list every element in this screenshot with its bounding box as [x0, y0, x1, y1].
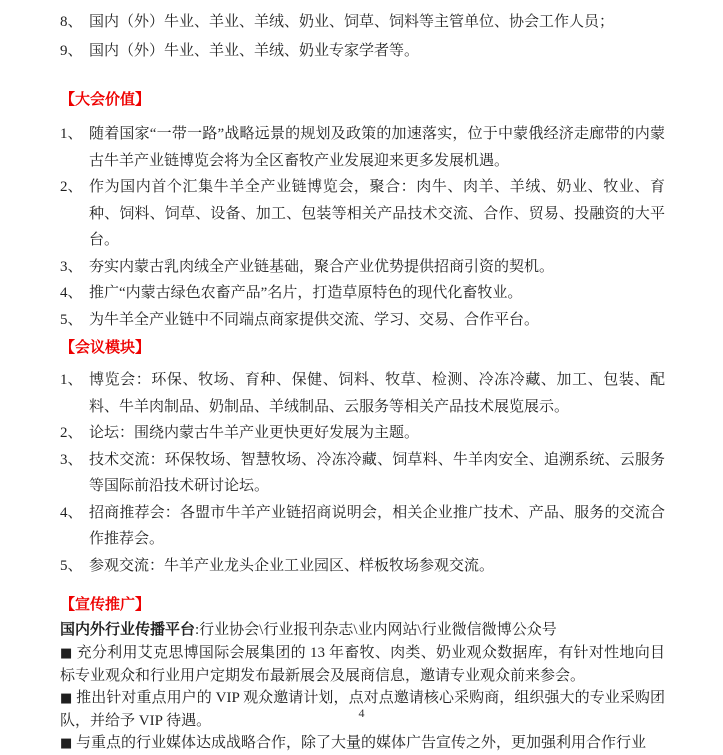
- paragraph-text: 与重点的行业媒体达成战略合作，除了大量的媒体广告宣传之外，更加强利用合作行业: [72, 735, 647, 751]
- list-marker: 3、: [60, 258, 83, 275]
- list-text: 参观交流：牛羊产业龙头企业工业园区、样板牧场参观交流。: [89, 557, 495, 574]
- square-bullet-icon: ■: [60, 691, 73, 706]
- list-marker: 9、: [60, 43, 83, 59]
- list-marker: 8、: [60, 14, 83, 30]
- list-item: [60, 420, 665, 447]
- paragraph-text: 推出针对重点用户的 VIP 观众邀请计划，点对点邀请核心采购商，组织强大的专业采购团队，并给予 VIP 待遇。: [60, 690, 665, 729]
- list-marker: 2、: [60, 425, 83, 441]
- list-text: 招商推荐会：各盟市牛羊产业链招商说明会，相关企业推广技术、产品、服务的交流合作推荐会。: [89, 504, 665, 547]
- list-text: 夯实内蒙古乳肉绒全产业链基础，聚合产业优势提供招商引资的契机。: [89, 258, 555, 275]
- list-marker: 4、: [60, 504, 83, 521]
- list-item: [60, 174, 665, 254]
- list-text: 技术交流：环保牧场、智慧牧场、冷冻冷藏、饲草料、牛羊肉安全、追溯系统、云服务等国际前沿技术研讨论坛。: [89, 451, 665, 494]
- page-number: 4: [358, 706, 365, 720]
- section-heading: 【宣传推广】: [60, 597, 151, 613]
- list-marker: 4、: [60, 285, 83, 301]
- list-text: 国内（外）牛业、羊业、羊绒、奶业、饲草、饲料等主管单位、协会工作人员；: [89, 14, 615, 30]
- list-item: [60, 280, 665, 307]
- section-promotion: [60, 596, 665, 755]
- list-item: [60, 447, 665, 500]
- list-marker: 3、: [60, 451, 83, 468]
- list-marker: 5、: [60, 557, 83, 574]
- platform-label: 国内外行业传播平台: [60, 622, 196, 638]
- section-heading: 【大会价值】: [60, 92, 151, 108]
- list-item: [60, 121, 665, 174]
- list-text: 作为国内首个汇集牛羊全产业链博览会，聚合：肉牛、肉羊、羊绒、奶业、牧业、育种、饲料、饲草、设备、加工、包装等相关产品技术交流、合作、贸易、投融资的大平台。: [89, 179, 665, 248]
- list-text: 随着国家“一带一路”战略远景的规划及政策的加速落实，位于中蒙俄经济走廊带的内蒙古牛羊产业链博览会将为全区畜牧产业发展迎来更多发展机遇。: [89, 126, 665, 169]
- platform-channels: :行业协会\行业报刊杂志\业内网站\行业微信微博公众号: [195, 622, 557, 638]
- list-item: [60, 367, 665, 420]
- list-marker: 1、: [60, 372, 83, 388]
- list-item: [60, 500, 665, 553]
- square-bullet-icon: ■: [60, 736, 73, 751]
- promotion-paragraph: [60, 642, 665, 687]
- list-text: 为牛羊全产业链中不同端点商家提供交流、学习、交易、合作平台。: [89, 311, 540, 328]
- list-item: [60, 254, 665, 281]
- promotion-paragraph: [60, 732, 665, 755]
- section-heading: 【会议模块】: [60, 340, 151, 356]
- section-conference-modules: [60, 339, 665, 579]
- list-item: [60, 307, 665, 334]
- list-text: 推广“内蒙古绿色农畜产品”名片，打造草原特色的现代化畜牧业。: [89, 285, 523, 301]
- list-marker: 2、: [60, 179, 83, 195]
- square-bullet-icon: ■: [60, 646, 73, 661]
- list-text: 国内（外）牛业、羊业、羊绒、奶业专家学者等。: [89, 43, 420, 59]
- attendee-list: [60, 8, 665, 66]
- list-text: 论坛：围绕内蒙古牛羊产业更快更好发展为主题。: [89, 425, 420, 441]
- section-conference-value: [60, 91, 665, 333]
- list-marker: 1、: [60, 126, 83, 142]
- promotion-platform-line: [60, 619, 665, 642]
- list-marker: 5、: [60, 311, 83, 328]
- list-item: [60, 553, 665, 580]
- list-item: [60, 8, 665, 37]
- paragraph-text: 充分利用艾克思博国际会展集团的 13 年畜牧、肉类、奶业观众数据库，有针对性地向目标专业观众和行业用户定期发布最新展会及展商信息，邀请专业观众前来参会。: [60, 645, 665, 684]
- list-item: [60, 37, 665, 66]
- list-text: 博览会：环保、牧场、育种、保健、饲料、牧草、检测、冷冻冷藏、加工、包装、配料、牛羊肉制品、奶制品、羊绒制品、云服务等相关产品技术展览展示。: [89, 372, 665, 415]
